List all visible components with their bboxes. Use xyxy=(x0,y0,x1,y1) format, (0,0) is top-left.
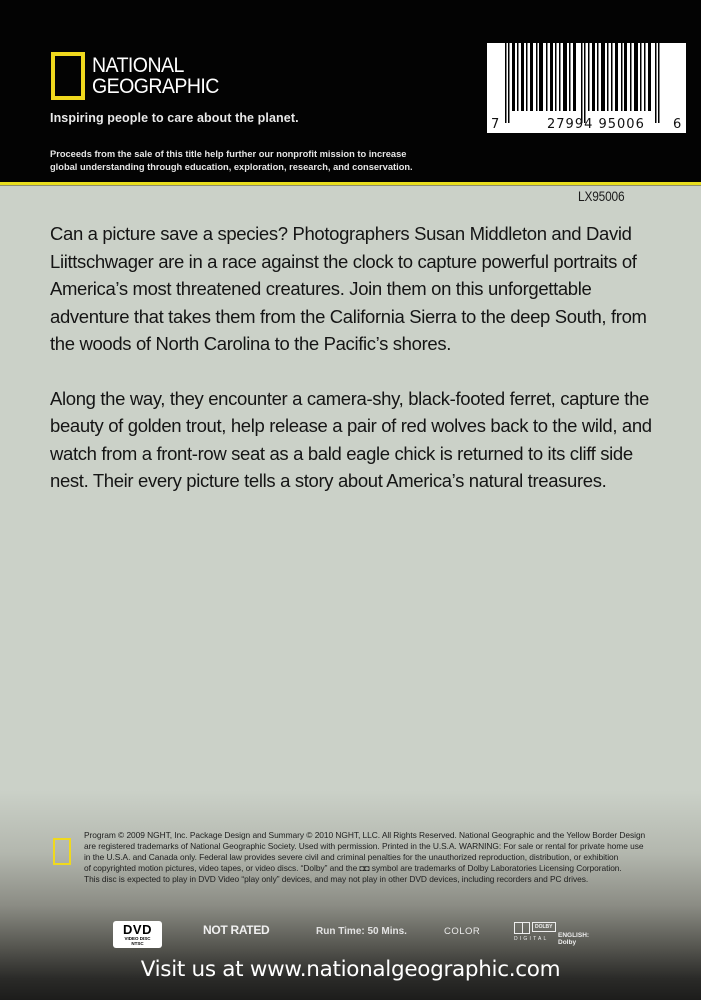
proceeds-line: global understanding through education, exploration, research, and conservation. xyxy=(50,161,413,172)
barcode-digit-left: 7 xyxy=(491,117,501,132)
legal-line: Program © 2009 NGHT, Inc. Package Design and Summary © 2010 NGHT, LLC. All Rights Reserved. National Geographic and the Yellow Border Design xyxy=(84,830,646,840)
synopsis xyxy=(50,220,670,522)
run-time-label: Run Time: 50 Mins. xyxy=(316,926,407,937)
tagline: Inspiring people to care about the planet. xyxy=(50,111,299,125)
yellow-border-small-logo-icon xyxy=(53,838,71,865)
legal-line: This disc is expected to play in DVD Video “play only” devices, and may not play in other DVD devices, including recorders and PC drives. xyxy=(84,874,589,884)
legal-line: in the U.S.A. and Canada only. Federal law provides severe civil and criminal penalties for the unauthorized reproduction, distribution, or exhibition xyxy=(84,852,619,862)
barcode-digit-right: 6 xyxy=(673,117,683,132)
dolby-digital-text: DIGITAL xyxy=(514,936,549,942)
dvd-logo-subtext: VIDEO DISC xyxy=(124,935,151,941)
audio-language: ENGLISH: Dolby xyxy=(558,932,590,946)
proceeds-statement xyxy=(50,148,470,173)
synopsis-paragraph: Can a picture save a species? Photographers Susan Middleton and David Liittschwager are in a race against the clock to capture powerful portraits of America’s most threatened creatures. Join them on this unforgettable adventure that takes them from the California Sierra to the deep South, from the woods of North Carolina to the Pacific’s shores. xyxy=(50,223,647,354)
brand-line-2: GEOGRAPHIC xyxy=(92,75,219,98)
dvd-video-logo-icon xyxy=(113,921,162,948)
dvd-logo-text: DVD xyxy=(123,921,152,937)
specs-row xyxy=(0,918,701,948)
rating-label: NOT RATED xyxy=(203,923,270,937)
upc-barcode xyxy=(487,43,686,133)
dolby-digital-logo-icon xyxy=(514,922,604,944)
rule-shadow xyxy=(0,185,701,186)
legal-notice xyxy=(84,830,684,885)
dvd-logo-subtext-2: NTSC xyxy=(131,940,144,946)
dolby-brand: DOLBY xyxy=(532,922,556,932)
header-band xyxy=(0,0,701,182)
color-label: COLOR xyxy=(444,926,481,937)
brand-wordmark xyxy=(92,55,219,97)
website-url: Visit us at www.nationalgeographic.com xyxy=(140,957,561,982)
proceeds-line: Proceeds from the sale of this title help further our nonprofit mission to increase xyxy=(50,149,407,159)
yellow-border-logo-icon xyxy=(51,52,85,100)
synopsis-paragraph: Along the way, they encounter a camera-shy, black-footed ferret, capture the beauty of golden trout, help release a pair of red wolves back to the wild, and watch from a front-row seat as a bald eagle chick is returned to its cliff side nest. Their every picture tells a story about America’s natural treasures. xyxy=(50,387,652,491)
brand-line-1: NATIONAL xyxy=(92,54,184,77)
double-d-icon xyxy=(514,922,530,934)
barcode-digits-middle: 27994 95006 xyxy=(547,117,645,132)
legal-line: of copyrighted motion pictures, video tapes, or video discs. “Dolby” and the ◘◘ symbol are trademarks of Dolby Laboratories Licensing Corporation. xyxy=(84,863,622,873)
barcode-bars-icon xyxy=(503,43,669,123)
legal-line: are registered trademarks of National Geographic Society. Used with permission. Printed in the U.S.A. WARNING: For sale or rental for private home use xyxy=(84,841,644,851)
catalog-number: LX95006 xyxy=(578,188,625,204)
